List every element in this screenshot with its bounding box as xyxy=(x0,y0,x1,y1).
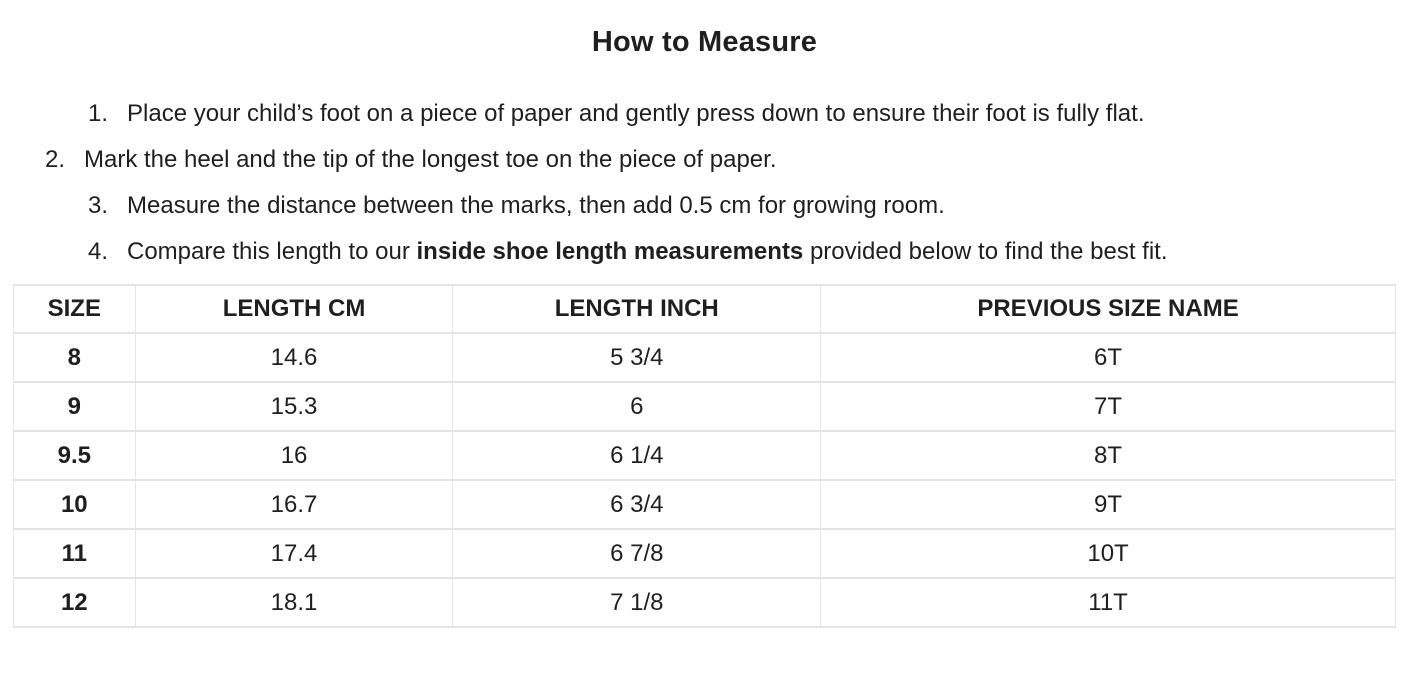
measure-instructions xyxy=(0,100,1409,266)
table-cell: 6T xyxy=(821,333,1396,382)
size-chart-body xyxy=(14,333,1396,627)
instruction-text: Compare this length to our inside shoe length measurements provided below to find the best fit. xyxy=(127,238,1168,265)
size-chart-header xyxy=(14,285,1396,333)
instruction-item xyxy=(0,100,1409,128)
table-cell: 9.5 xyxy=(14,431,136,480)
table-cell: 9T xyxy=(821,480,1396,529)
table-row xyxy=(14,578,1396,627)
table-cell: 7 1/8 xyxy=(453,578,821,627)
table-cell: 6 1/4 xyxy=(453,431,821,480)
table-cell: 14.6 xyxy=(135,333,453,382)
instruction-text: Measure the distance between the marks, then add 0.5 cm for growing room. xyxy=(127,192,945,219)
table-cell: 17.4 xyxy=(135,529,453,578)
table-row xyxy=(14,382,1396,431)
header-row xyxy=(14,285,1396,333)
instruction-item xyxy=(0,238,1409,266)
table-cell: 11 xyxy=(14,529,136,578)
table-row xyxy=(14,333,1396,382)
instruction-number: 2. xyxy=(45,146,66,173)
table-row xyxy=(14,431,1396,480)
column-header-length-cm: LENGTH CM xyxy=(135,285,453,333)
table-cell: 10 xyxy=(14,480,136,529)
page-title: How to Measure xyxy=(591,26,818,58)
instruction-text: Mark the heel and the tip of the longest toe on the piece of paper. xyxy=(84,146,777,173)
table-cell: 10T xyxy=(821,529,1396,578)
table-cell: 5 3/4 xyxy=(453,333,821,382)
table-row xyxy=(14,480,1396,529)
table-cell: 6 3/4 xyxy=(453,480,821,529)
table-row xyxy=(14,529,1396,578)
instruction-item xyxy=(0,146,1409,174)
column-header-size: SIZE xyxy=(14,285,136,333)
table-cell: 16 xyxy=(135,431,453,480)
table-cell: 8T xyxy=(821,431,1396,480)
table-cell: 6 xyxy=(453,382,821,431)
size-chart-table xyxy=(13,284,1396,628)
size-guide-page xyxy=(0,26,1409,628)
table-cell: 7T xyxy=(821,382,1396,431)
table-cell: 15.3 xyxy=(135,382,453,431)
column-header-length-inch: LENGTH INCH xyxy=(453,285,821,333)
table-cell: 9 xyxy=(14,382,136,431)
table-cell: 18.1 xyxy=(135,578,453,627)
column-header-previous-size-name: PREVIOUS SIZE NAME xyxy=(821,285,1396,333)
instruction-text: Place your child’s foot on a piece of paper and gently press down to ensure their foot is fully flat. xyxy=(127,100,1145,127)
instruction-item xyxy=(0,192,1409,220)
instruction-number: 1. xyxy=(88,100,109,127)
instruction-number: 4. xyxy=(88,238,109,265)
table-cell: 16.7 xyxy=(135,480,453,529)
table-cell: 8 xyxy=(14,333,136,382)
instruction-number: 3. xyxy=(88,192,109,219)
table-cell: 6 7/8 xyxy=(453,529,821,578)
table-cell: 12 xyxy=(14,578,136,627)
table-cell: 11T xyxy=(821,578,1396,627)
